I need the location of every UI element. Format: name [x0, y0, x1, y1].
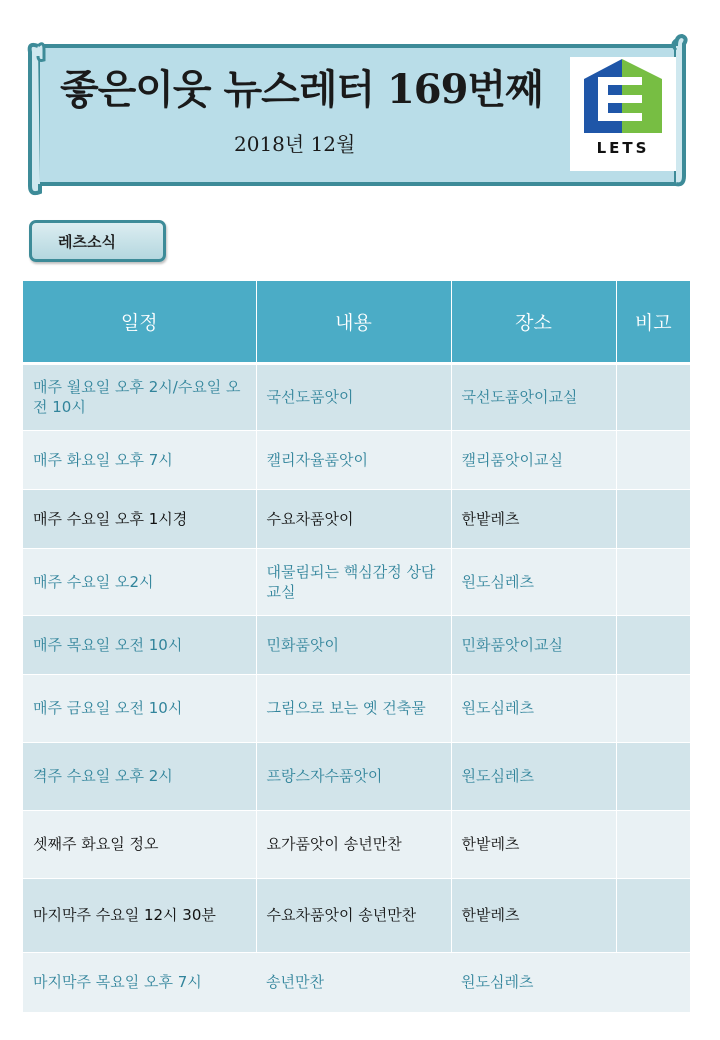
cell-place: 원도심레츠 — [451, 952, 616, 1012]
table-row — [23, 489, 690, 548]
cell-note — [616, 615, 690, 674]
table-row — [23, 742, 690, 810]
cell-place: 원도심레츠 — [451, 548, 616, 615]
cell-place: 원도심레츠 — [451, 674, 616, 742]
logo-text: LETS — [596, 139, 650, 157]
newsletter-date: 2018년 12월 — [234, 132, 356, 156]
cell-content: 국선도품앗이 — [256, 363, 451, 430]
cell-schedule: 셋째주 화요일 정오 — [23, 810, 256, 878]
cell-place: 캘리품앗이교실 — [451, 430, 616, 489]
cell-content: 수요차품앗이 송년만찬 — [256, 878, 451, 952]
cell-place: 한밭레츠 — [451, 810, 616, 878]
cell-schedule: 매주 화요일 오후 7시 — [23, 430, 256, 489]
cell-content: 민화품앗이 — [256, 615, 451, 674]
cell-place: 원도심레츠 — [451, 742, 616, 810]
cell-schedule: 격주 수요일 오후 2시 — [23, 742, 256, 810]
lets-logo — [570, 57, 676, 171]
table-row — [23, 363, 690, 430]
table-row — [23, 548, 690, 615]
cell-schedule: 매주 금요일 오전 10시 — [23, 674, 256, 742]
column-header-content: 내용 — [256, 281, 451, 363]
cell-place: 민화품앗이교실 — [451, 615, 616, 674]
cell-schedule: 매주 목요일 오전 10시 — [23, 615, 256, 674]
cell-note — [616, 674, 690, 742]
cell-content: 프랑스자수품앗이 — [256, 742, 451, 810]
column-header-place: 장소 — [451, 281, 616, 363]
cell-content: 송년만찬 — [256, 952, 451, 1012]
cell-place: 국선도품앗이교실 — [451, 363, 616, 430]
cell-content: 수요차품앗이 — [256, 489, 451, 548]
section-lets-news-label: 레츠소식 — [29, 220, 166, 262]
table-row — [23, 615, 690, 674]
cell-schedule: 매주 수요일 오2시 — [23, 548, 256, 615]
cell-schedule: 마지막주 목요일 오후 7시 — [23, 952, 256, 1012]
cell-schedule: 매주 월요일 오후 2시/수요일 오전 10시 — [23, 363, 256, 430]
cell-note — [616, 430, 690, 489]
cell-note — [616, 952, 690, 1012]
cell-note — [616, 810, 690, 878]
cell-note — [616, 363, 690, 430]
cell-content: 캘리자율품앗이 — [256, 430, 451, 489]
cell-note — [616, 878, 690, 952]
column-header-note: 비고 — [616, 281, 690, 363]
cell-place: 한밭레츠 — [451, 489, 616, 548]
table-row — [23, 878, 690, 952]
cell-schedule: 매주 수요일 오후 1시경 — [23, 489, 256, 548]
schedule-table — [23, 281, 690, 1013]
table-row — [23, 810, 690, 878]
table-header-row — [23, 281, 690, 363]
cell-content: 대물림되는 핵심감정 상담교실 — [256, 548, 451, 615]
newsletter-banner — [0, 0, 720, 200]
cell-place: 한밭레츠 — [451, 878, 616, 952]
table-row — [23, 430, 690, 489]
cell-schedule: 마지막주 수요일 12시 30분 — [23, 878, 256, 952]
column-header-schedule: 일정 — [23, 281, 256, 363]
newsletter-title: 좋은이웃 뉴스레터 169번째 — [60, 66, 543, 113]
cell-content: 요가품앗이 송년만찬 — [256, 810, 451, 878]
table-row — [23, 952, 690, 1012]
table-row — [23, 674, 690, 742]
cell-content: 그림으로 보는 옛 건축물 — [256, 674, 451, 742]
cell-note — [616, 548, 690, 615]
cell-note — [616, 742, 690, 810]
cell-note — [616, 489, 690, 548]
